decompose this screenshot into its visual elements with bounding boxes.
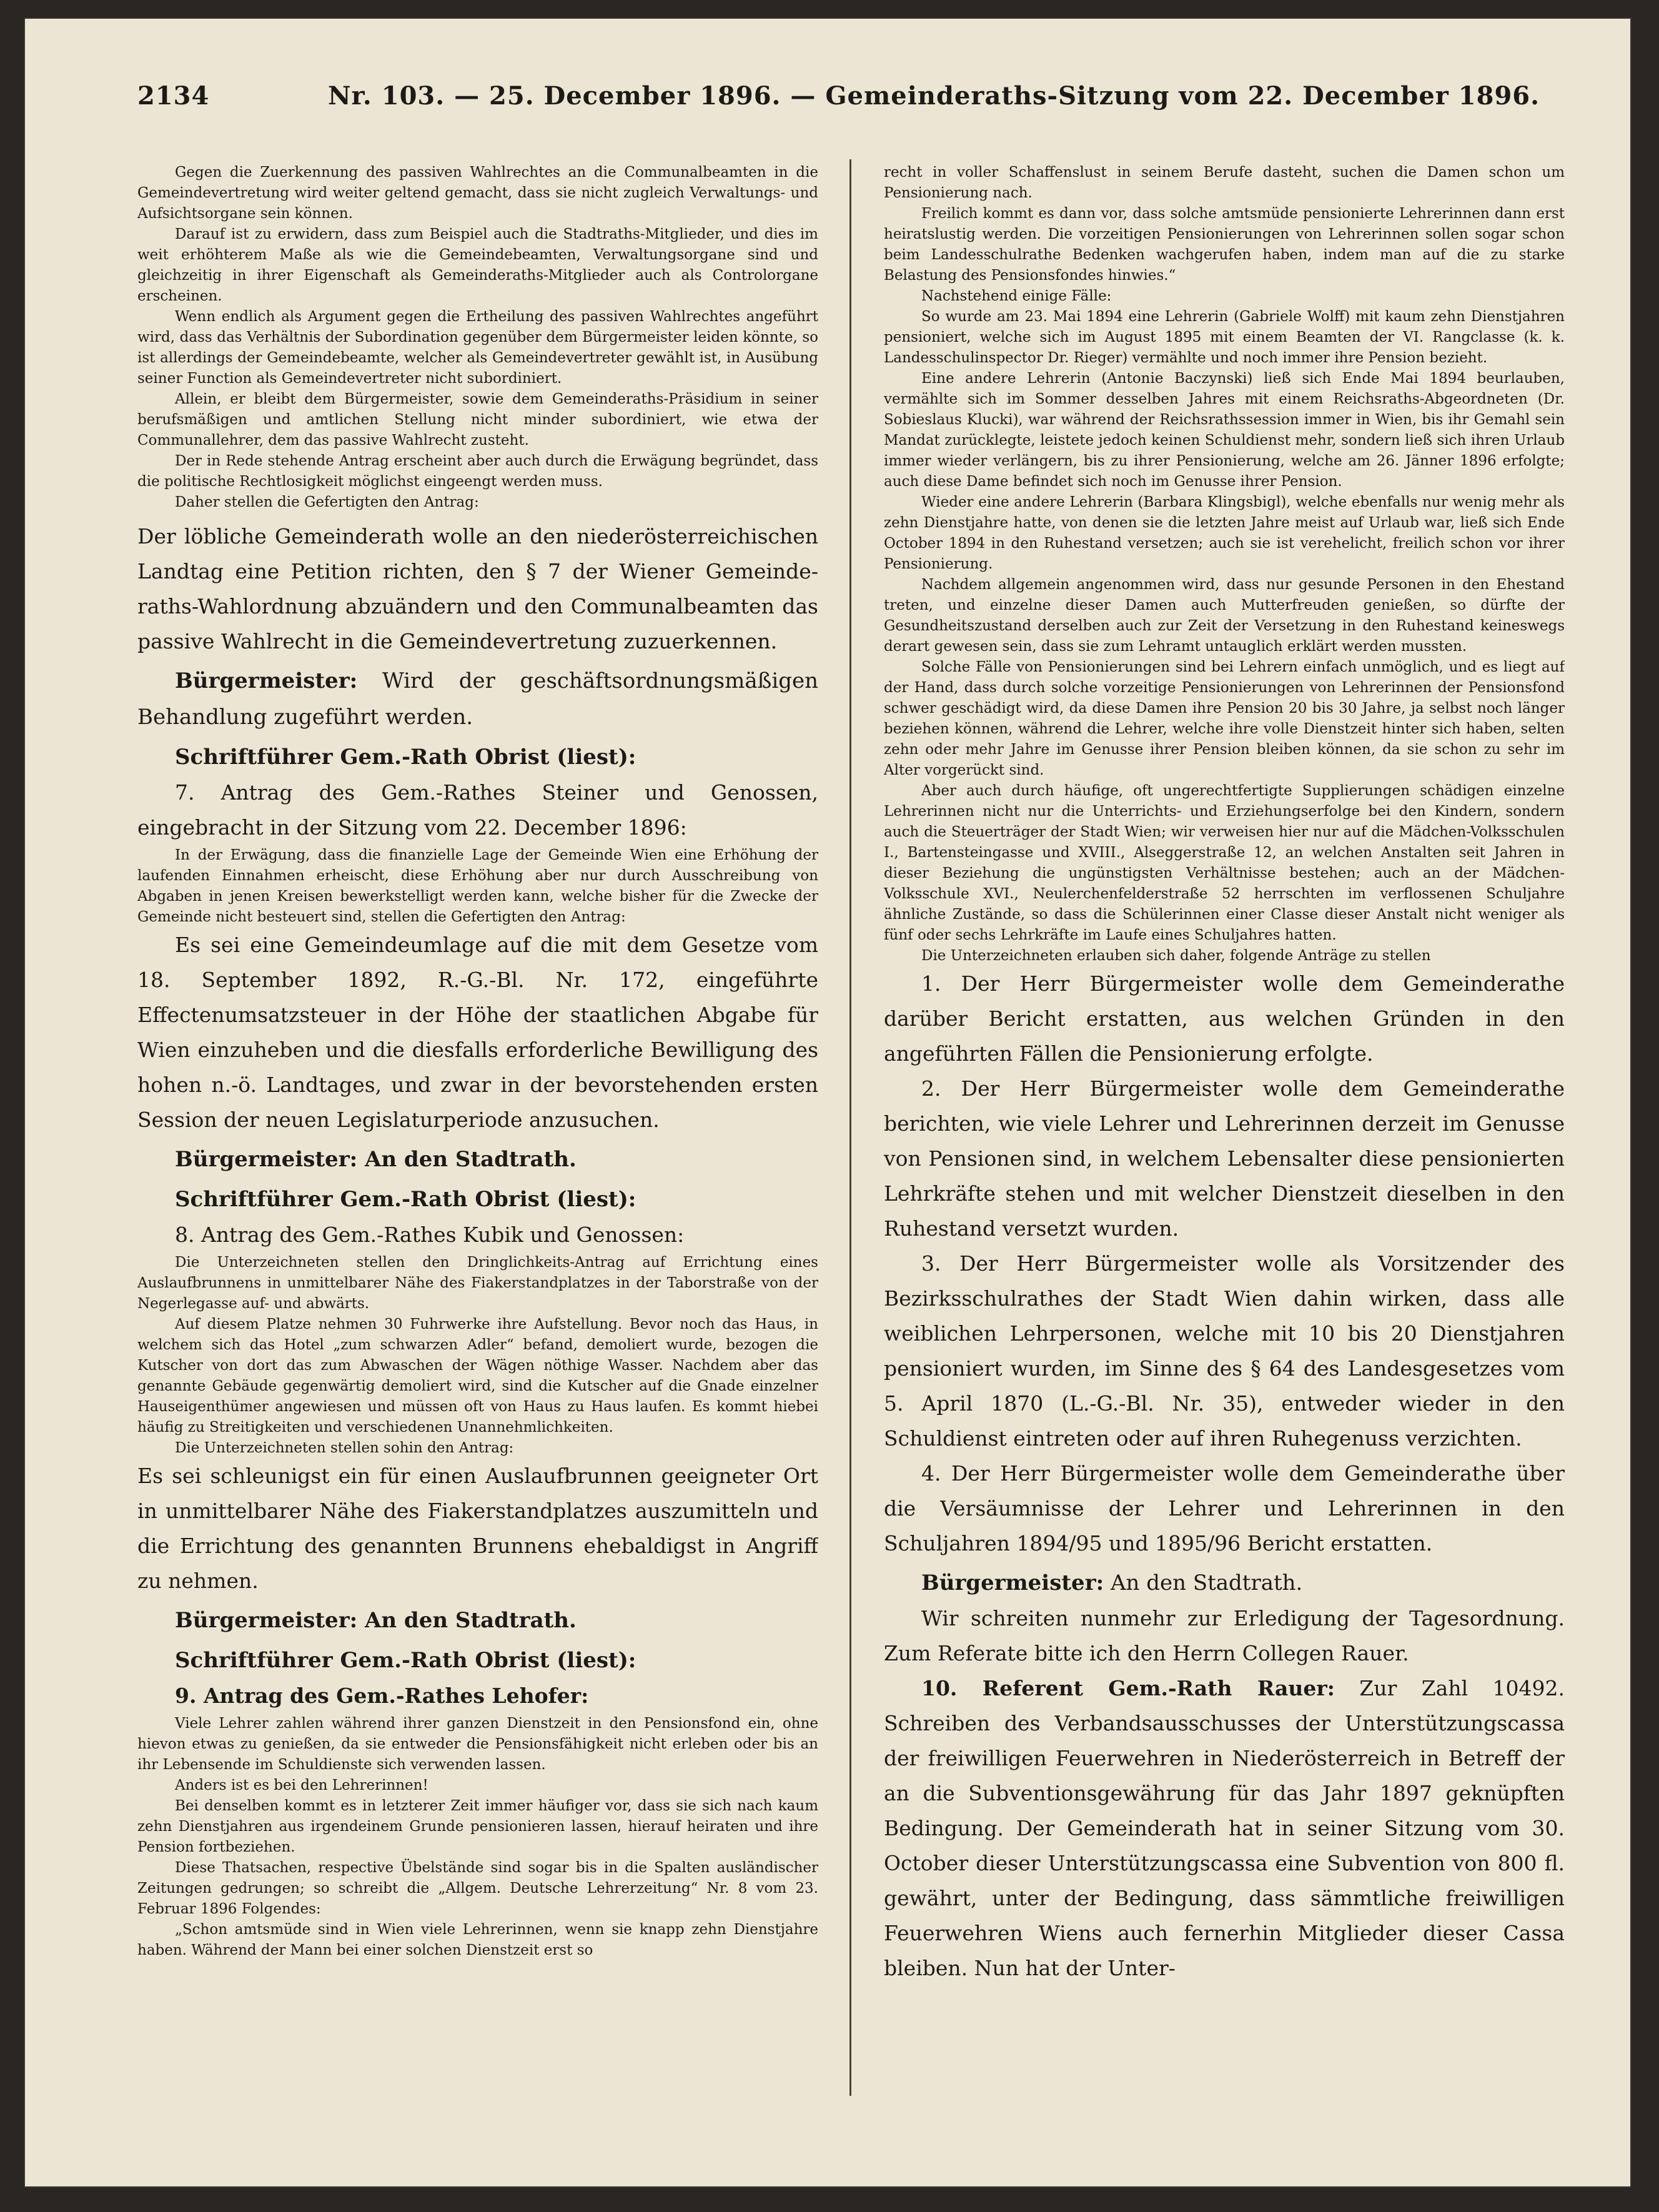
speaker-text: Wird der geschäftsordnungsmäßigen Behandlung zugeführt werden. bbox=[137, 668, 818, 730]
paragraph: Diese Thatsachen, respective Übelstände sind sogar bis in die Spalten ausländischer Zeitungen gedrungen; so schreibt die „Allgem. Deutsche Lehrerzeitung“ Nr. 8 vom 23. Februar 1896 Folgendes: bbox=[137, 1860, 818, 1917]
header-title: Nr. 103. — 25. December 1896. — Gemeinderaths-Sitzung vom 22. December 1896. bbox=[327, 81, 1540, 111]
paragraph: Wenn endlich als Argument gegen die Ertheilung des passiven Wahlrechtes angeführt wird, dass das Verhältnis der Subordination gegenüber dem Bürgermeister leiden könnte, so ist allerdings der Gemeindebeamte, welcher als Gemeindevertreter gewählt ist, in Ausübung seiner Function als Gemeindevertreter nicht subordiniert. bbox=[137, 309, 818, 387]
motion-item: 3. Der Herr Bürgermeister wolle als Vorsitzender des Bezirksschulrathes der Stadt Wien dahin wirken, dass alle weiblichen Lehrpersonen, welche mit 10 bis 20 Dienstjahren pensioniert wurden, im Sinne des § 64 des Landesgesetzes vom 5. April 1870 (L.-G.-Bl. Nr. 35), entweder wieder in den Schuldienst eintreten oder auf ihren Ruhegenuss verzichten. bbox=[884, 1251, 1565, 1451]
column-divider bbox=[849, 159, 851, 2096]
paragraph: Darauf ist zu erwidern, dass zum Beispiel auch die Stadtraths-Mitglieder, und dies im weit erhöhterem Maße als wie die Gemeindebeamten, Verwaltungsorgane sind und gleichzeitig in ihrer Eigenschaft als Gemeinderaths-Mitglieder auch als Controlorgane erscheinen. bbox=[137, 226, 818, 304]
speaker-label: Bürgermeister: bbox=[175, 668, 358, 693]
paragraph: Wir schreiten nunmehr zur Erledigung der Tagesordnung. Zum Referate bitte ich den Herrn Collegen Rauer. bbox=[884, 1606, 1565, 1665]
paragraph: Aber auch durch häufige, oft ungerechtfertigte Supplierungen schädigen einzelne Lehrerinnen nicht nur die Unterrichts- und Erziehungserfolge bei den Kindern, sondern auch die Steuerträger der Stadt Wien; wir verweisen hier nur auf die Mädchen-Volksschulen I., Bartensteingasse und XVIII., Alseggerstraße 12, an welchen Anstalten seit Jahren in dieser Beziehung die ungünstigsten Verhältnisse bestehen; auch an der Mädchen-Volksschule XVI., Neulerchenfelderstraße 52 herrschten im verflossenen Schuljahre ähnliche Zustände, so dass die Schülerinnen einer Classe dieser Anstalt nicht weniger als fünf oder sechs Lehrkräfte im Laufe eines Schuljahres hatten. bbox=[884, 783, 1565, 943]
paragraph: Der in Rede stehende Antrag erscheint aber auch durch die Erwägung begründet, dass die politische Rechtlosigkeit möglichst eingeengt werden muss. bbox=[137, 453, 818, 490]
motion-item: 4. Der Herr Bürgermeister wolle dem Gemeinderathe über die Versäumnisse der Lehrer und Lehrerinnen in den Schuljahren 1894/95 und 1895/96 Bericht erstatten. bbox=[884, 1461, 1565, 1555]
speaker-text: An den Stadtrath. bbox=[1110, 1570, 1303, 1595]
paragraph: „Schon amtsmüde sind in Wien viele Lehrerinnen, wenn sie knapp zehn Dienstjahre haben. Während der Mann bei einer solchen Dienstzeit erst so bbox=[137, 1922, 818, 1958]
paragraph: Viele Lehrer zahlen während ihrer ganzen Dienstzeit in den Pensionsfond ein, ohne hievon etwas zu genießen, da sie entweder die Pensionsfähigkeit nicht erleben oder bis an ihr Lebensende im Schuldienste sich verwenden lassen. bbox=[137, 1715, 818, 1773]
paragraph: Allein, er bleibt dem Bürgermeister, sowie dem Gemeinderaths-Präsidium in seiner berufsmäßigen und amtlichen Stellung nicht minder subordiniert, wie etwa der Communallehrer, dem das passive Wahlrecht zusteht. bbox=[137, 391, 818, 449]
speaker-line: Schriftführer Gem.-Rath Obrist (liest): bbox=[175, 745, 636, 770]
motion-text: Es sei eine Gemeindeumlage auf die mit dem Gesetze vom 18. September 1892, R.-G.-Bl. Nr. 172, eingeführte Effectenumsatzsteuer in der Höhe der staatlichen Abgabe für Wien einzuheben und die diesfalls erforderliche Bewilligung des hohen n.-ö. Landtages, und zwar in der bevorstehenden ersten Session der neuen Legislaturperiode anzusuchen. bbox=[137, 933, 818, 1132]
speaker-line bbox=[884, 1565, 1565, 1601]
speaker-line: Bürgermeister: An den Stadtrath. bbox=[175, 1147, 577, 1172]
paragraph: In der Erwägung, dass die finanzielle Lage der Gemeinde Wien eine Erhöhung der laufenden Einnahmen erheischt, diese Erhöhung aber nur durch Ausschreibung von Abgaben in jenen Kreisen bewerkstelligt werden kann, welche bisher für die Zwecke der Gemeinde nicht besteuert sind, stellen die Gefertigten den Antrag: bbox=[137, 847, 818, 925]
motion-heading: 8. Antrag des Gem.-Rathes Kubik und Genossen: bbox=[175, 1223, 685, 1247]
motion-text: Der löbliche Gemeinderath wolle an den niederösterreichischen Landtag eine Petition richten, den § 7 der Wiener Gemeinde-raths-Wahlordnung abzuändern und den Communalbeamten das passive Wahlrecht in die Gemeindevertretung zuzuerkennen. bbox=[137, 524, 818, 653]
paragraph: Wieder eine andere Lehrerin (Barbara Klingsbigl), welche ebenfalls nur wenig mehr als zehn Dienstjahre hatte, von denen sie die letzten Jahre meist auf Urlaub war, ließ sich Ende October 1894 in den Ruhestand versetzen; auch sie ist verehelicht, freilich schon vor ihrer Pensionierung. bbox=[884, 494, 1565, 572]
speaker-line: Schriftführer Gem.-Rath Obrist (liest): bbox=[175, 1648, 636, 1673]
right-column bbox=[884, 162, 1565, 1986]
speaker-line: Bürgermeister: An den Stadtrath. bbox=[175, 1608, 577, 1633]
speaker-text: Zur Zahl 10492. Schreiben des Verbandsausschusses der Unterstützungscassa der freiwilligen Feuerwehren in Niederösterreich in Betreff der an die Subventionsgewährung für das Jahr 1897 geknüpften Bedingung. Der Gemeinderath hat in seiner Sitzung vom 30. October dieser Unterstützungscassa eine Subvention von 800 fl. gewährt, unter der Bedingung, dass sämmtliche freiwilligen Feuerwehren Wiens auch fernerhin Mitglieder dieser Cassa bleiben. Nun hat der Unter- bbox=[884, 1676, 1565, 1980]
paragraph: Auf diesem Platze nehmen 30 Fuhrwerke ihre Aufstellung. Bevor noch das Haus, in welchem sich das Hotel „zum schwarzen Adler“ befand, demoliert wurde, bezogen die Kutscher von dort das zum Abwaschen der Wägen nöthige Wasser. Nachdem aber das genannte Gebäude gegenwärtig demoliert wird, sind die Kutscher auf die Gnade einzelner Hauseigenthümer angewiesen und müssen oft von Haus zu Haus laufen. Es kommt hiebei häufig zu Streitigkeiten und verschiedenen Unannehmlichkeiten. bbox=[137, 1316, 818, 1436]
paragraph: Die Unterzeichneten stellen den Dringlichkeits-Antrag auf Errichtung eines Auslaufbrunnens in unmittelbarer Nähe des Fiakerstandplatzes in der Taborstraße von der Negerlegasse auf- und abwärts. bbox=[137, 1254, 818, 1312]
paragraph: Freilich kommt es dann vor, dass solche amtsmüde pensionierte Lehrerinnen dann erst heiratslustig werden. Die vorzeitigen Pensionierungen von Lehrerinnen sollen sogar schon beim Landesschulrathe Bedenken wachgerufen haben, indem man auf die zu starke Belastung des Pensionsfondes hinwies.“ bbox=[884, 206, 1565, 284]
paragraph: Eine andere Lehrerin (Antonie Baczynski) ließ sich Ende Mai 1894 beurlauben, vermählte sich im Sommer desselben Jahres mit einem Reichsraths-Abgeordneten (Dr. Sobieslaus Klucki), war während der Reichsrathssession immer in Wien, bis ihr Gemahl sein Mandat zurücklegte, leistete jedoch keinen Schuldienst mehr, sondern ließ sich ihren Urlaub immer wieder verlängern, bis zu ihrer Pensionierung, welche am 26. Jänner 1896 erfolgte; auch diese Dame befindet sich noch im Genusse ihrer Pension. bbox=[884, 370, 1565, 490]
newspaper-page bbox=[25, 19, 1630, 2186]
speaker-line bbox=[137, 663, 818, 735]
motion-item: 2. Der Herr Bürgermeister wolle dem Gemeinderathe berichten, wie viele Lehrer und Lehrerinnen derzeit im Genusse von Pensionen sind, in welchem Lebensalter diese pensionierten Lehrkräfte stehen und mit welcher Dienstzeit dieselben in den Ruhestand versetzt wurden. bbox=[884, 1076, 1565, 1241]
motion-heading: 9. Antrag des Gem.-Rathes Lehofer: bbox=[175, 1684, 589, 1708]
paragraph: Die Unterzeichneten stellen sohin den Antrag: bbox=[175, 1440, 514, 1456]
speaker-line: Schriftführer Gem.-Rath Obrist (liest): bbox=[175, 1187, 636, 1212]
paragraph: recht in voller Schaffenslust in seinem Berufe dasteht, suchen die Damen schon um Pensionierung nach. bbox=[884, 164, 1565, 201]
left-column bbox=[137, 162, 818, 1961]
motion-item: 1. Der Herr Bürgermeister wolle dem Gemeinderathe darüber Bericht erstatten, aus welchen Gründen in den angeführten Fällen die Pensionierung erfolgte. bbox=[884, 971, 1565, 1066]
paragraph: Solche Fälle von Pensionierungen sind bei Lehrern einfach unmöglich, und es liegt auf der Hand, dass durch solche vorzeitige Pensionierungen von Lehrerinnen der Pensionsfond schwer geschädigt wird, da diese Damen ihre Pension 20 bis 30 Jahre, ja selbst noch länger beziehen können, während die Lehrer, welche ihre volle Dienstzeit hinter sich haben, selten zehn oder mehr Jahre im Genusse ihrer Pension bleiben können, da sie schon zu sehr im Alter vorgerückt sind. bbox=[884, 659, 1565, 778]
page-header bbox=[137, 81, 1568, 111]
motion-heading: 7. Antrag des Gem.-Rathes Steiner und Genossen, eingebracht in der Sitzung vom 22. December 1896: bbox=[137, 780, 818, 840]
page-number: 2134 bbox=[137, 81, 210, 111]
speaker-label: 10. Referent Gem.-Rath Rauer: bbox=[921, 1676, 1335, 1700]
paragraph: Anders ist es bei den Lehrerinnen! bbox=[175, 1777, 428, 1793]
speaker-line bbox=[884, 1671, 1565, 1986]
paragraph: Nachdem allgemein angenommen wird, dass nur gesunde Personen in den Ehestand treten, und einzelne dieser Damen auch Mutterfreuden genießen, so dürfte der Gesundheitszustand derselben auch zur Zeit der Versetzung in den Ruhestand keineswegs derart gewesen sein, dass sie zum Lehramt untauglich erklärt werden mussten. bbox=[884, 577, 1565, 655]
paragraph: Die Unterzeichneten erlauben sich daher, folgende Anträge zu stellen bbox=[921, 948, 1431, 964]
paragraph: So wurde am 23. Mai 1894 eine Lehrerin (Gabriele Wolff) mit kaum zehn Dienstjahren pensioniert, welche sich im August 1895 mit einem Beamten der VI. Rangclasse (k. k. Landesschulinspector Dr. Rieger) vermählte und noch immer ihre Pension bezieht. bbox=[884, 309, 1565, 366]
paragraph: Gegen die Zuerkennung des passiven Wahlrechtes an die Communalbeamten in die Gemeindevertretung wird weiter geltend gemacht, dass sie nicht zugleich Verwaltungs- und Aufsichtsorgane sein können. bbox=[137, 164, 818, 222]
paragraph: Nachstehend einige Fälle: bbox=[921, 288, 1112, 304]
motion-text: Es sei schleunigst ein für einen Auslaufbrunnen geeigneter Ort in unmittelbarer Nähe des Fiakerstandplatzes auszumitteln und die Errichtung des genannten Brunnens ehebaldigst in Angriff zu nehmen. bbox=[137, 1464, 818, 1593]
speaker-label: Bürgermeister: bbox=[921, 1570, 1104, 1595]
paragraph: Daher stellen die Gefertigten den Antrag: bbox=[175, 494, 479, 510]
paragraph: Bei denselben kommt es in letzterer Zeit immer häufiger vor, dass sie sich nach kaum zehn Dienstjahren aus irgendeinem Grunde pensionieren lassen, hierauf heiraten und ihre Pension fortbeziehen. bbox=[137, 1798, 818, 1855]
